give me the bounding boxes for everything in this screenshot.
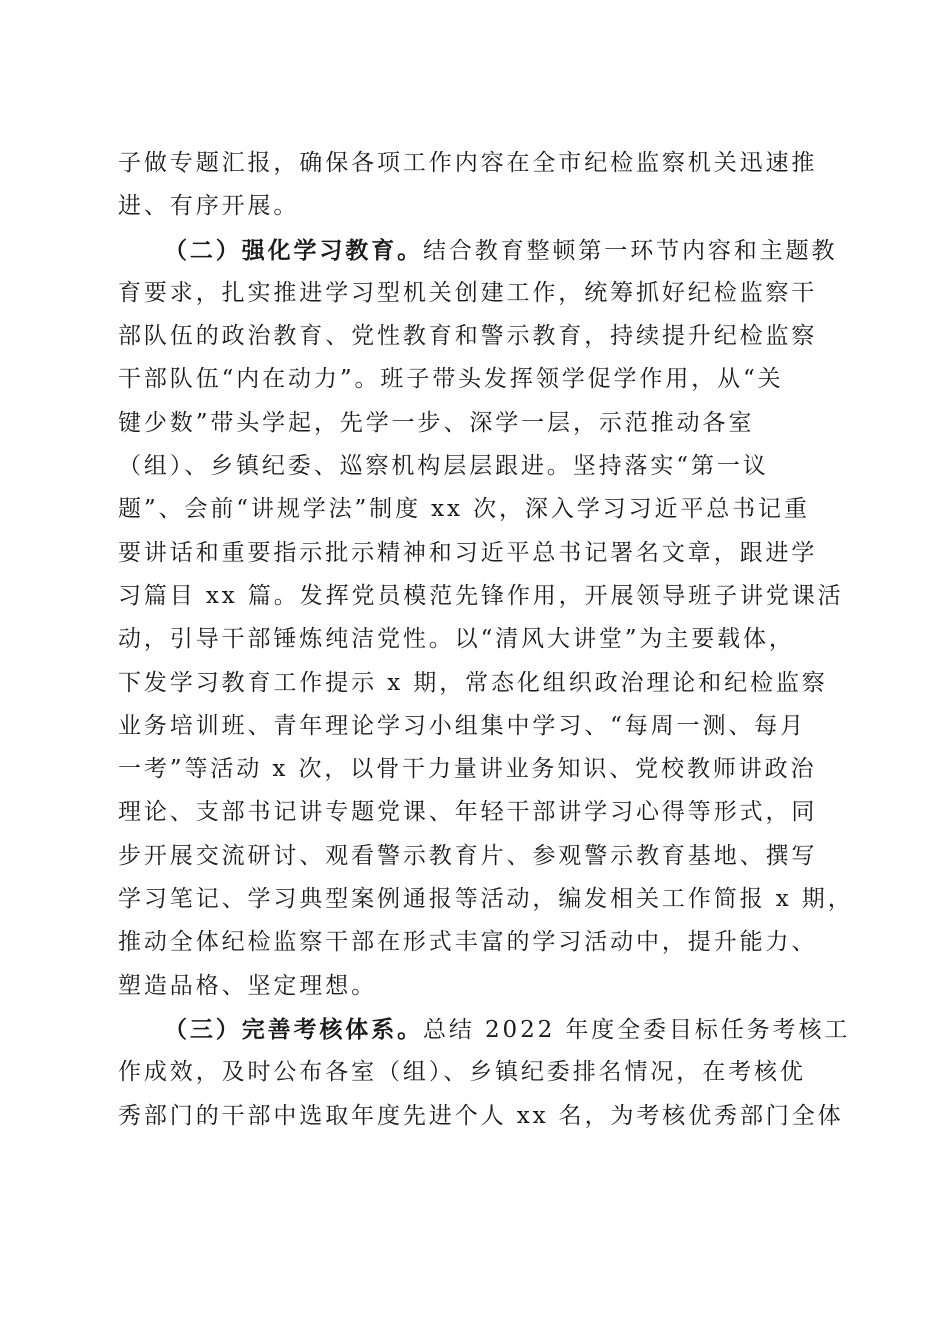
text-line: 塑造品格、坚定理想。 [118,972,377,999]
text-line: 步开展交流研讨、观看警示教育片、参观警示教育基地、撰写 [118,842,818,869]
text-line: （组）、乡镇纪委、巡察机构层层跟进。坚持落实“第一议 [118,453,769,480]
text-segment: 结合教育整顿第一环节内容和主题教 [423,237,838,264]
text-line: 一考”等活动 x 次，以骨干力量讲业务知识、党校教师讲政治 [118,756,817,783]
paragraph-1 [118,142,838,229]
document-body [118,142,854,1138]
section-heading-improve-assessment: （三）完善考核体系。 [164,1015,423,1043]
text-segment: 总结 2022 年度全委目标任务考核工 [423,1016,851,1043]
text-line: 作成效，及时公布各室（组）、乡镇纪委排名情况，在考核优 [118,1059,806,1086]
text-line: 进、有序开展。 [118,193,300,220]
paragraph-2 [118,229,854,1008]
text-line: 业务培训班、青年理论学习小组集中学习、“每周一测、每月 [118,712,807,739]
section-heading-strengthen-learning: （二）强化学习教育。 [164,236,423,264]
text-line [118,1008,851,1051]
paragraph-3 [118,1008,851,1138]
text-line: 题”、会前“讲规学法”制度 xx 次，深入学习习近平总书记重 [118,496,810,523]
text-line: 学习笔记、学习典型案例通报等活动，编发相关工作简报 x 期， [118,886,854,913]
text-line: 育要求，扎实推进学习型机关创建工作，统筹抓好纪检监察干 [118,279,818,306]
text-line: 习篇目 xx 篇。发挥党员模范先锋作用，开展领导班子讲党课活 [118,582,844,609]
text-line: 干部队伍“内在动力”。班子带头发挥领学促学作用，从“关 [118,366,784,393]
text-line: 下发学习教育工作提示 x 期，常态化组织政治理论和纪检监察 [118,669,828,696]
text-line: 理论、支部书记讲专题党课、年轻干部讲学习心得等形式，同 [118,799,818,826]
text-line: 部队伍的政治教育、党性教育和警示教育，持续提升纪检监察 [118,323,818,350]
text-line: 要讲话和重要指示批示精神和习近平总书记署名文章，跟进学 [118,539,818,566]
text-line: 推动全体纪检监察干部在形式丰富的学习活动中，提升能力、 [118,929,818,956]
text-line: 动，引导干部锤炼纯洁党性。以“清风大讲堂”为主要载体， [118,626,795,653]
text-line: 键少数”带头学起，先学一步、深学一层，示范推动各室 [118,409,755,436]
text-line [118,229,838,272]
text-line: 子做专题汇报，确保各项工作内容在全市纪检监察机关迅速推 [118,150,818,176]
text-line: 秀部门的干部中选取年度先进个人 xx 名，为考核优秀部门全体 [118,1102,844,1129]
